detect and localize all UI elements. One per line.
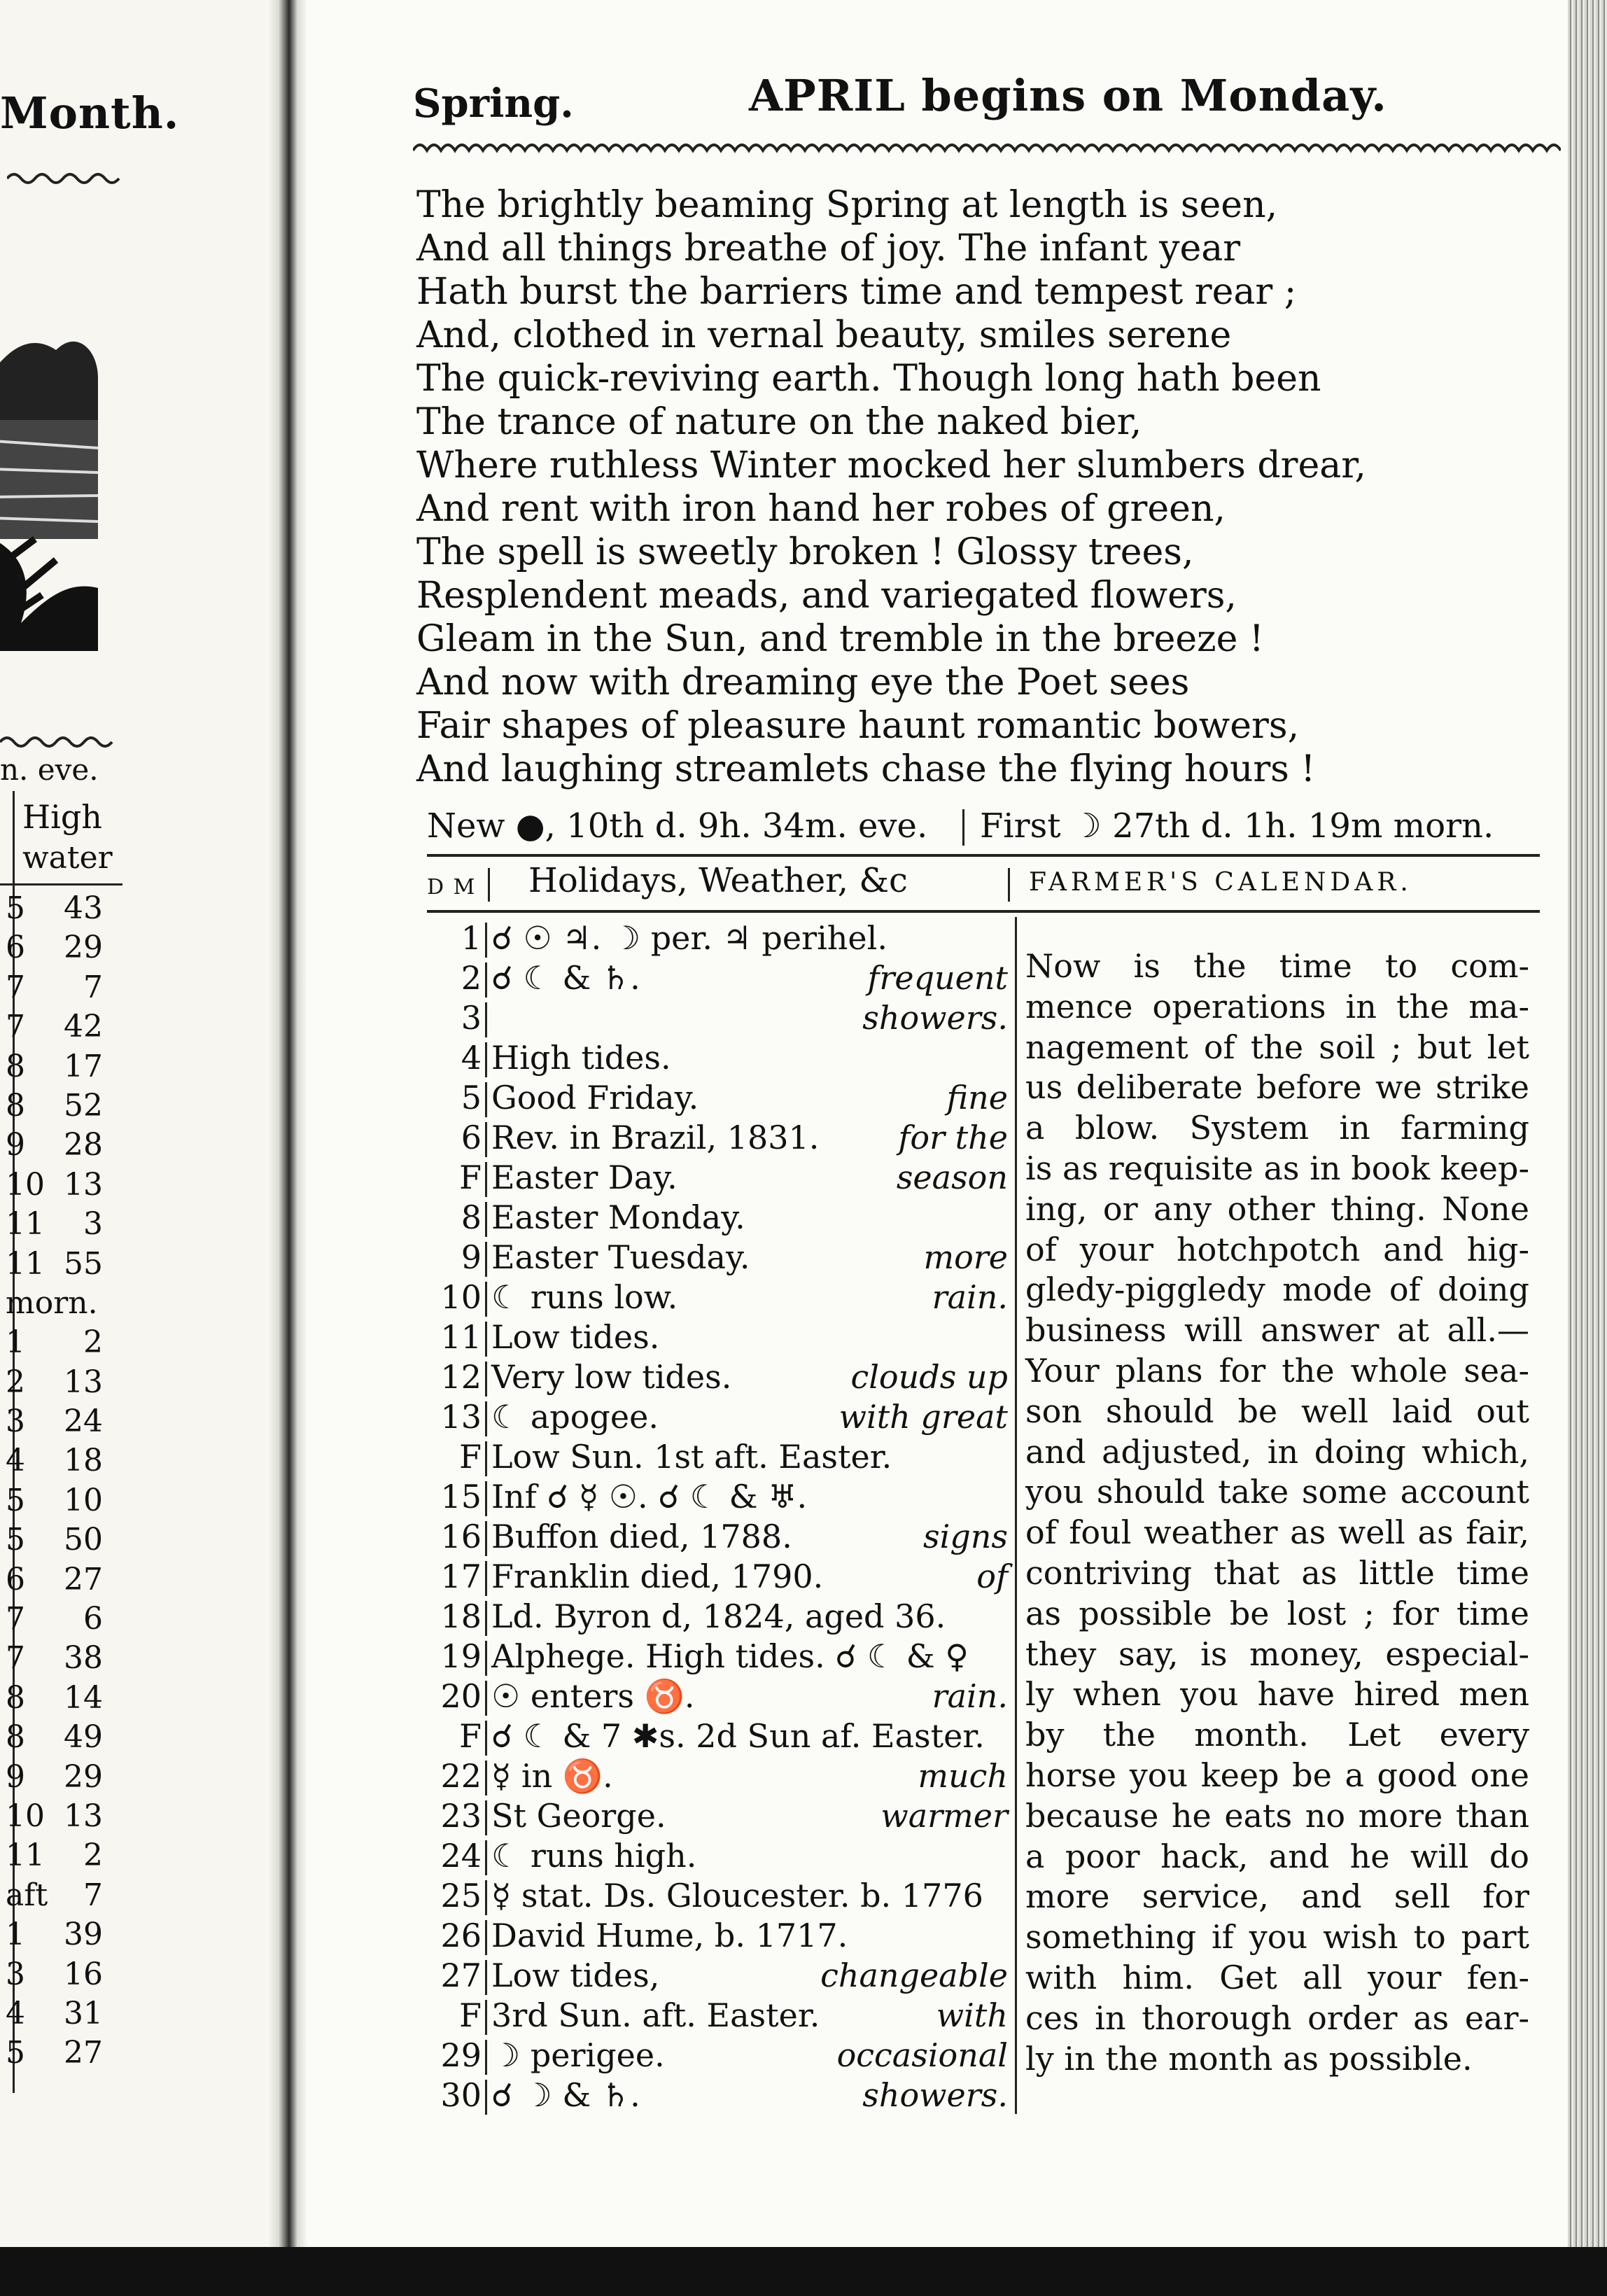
high-water-hour: 11 (6, 1837, 45, 1874)
day-number: 12 (440, 1358, 482, 1396)
high-water-minute: 29 (64, 1758, 103, 1795)
high-water-row (0, 1915, 122, 1954)
day-event: Easter Monday. (491, 1198, 745, 1236)
high-water-minute: 49 (64, 1719, 103, 1756)
day-row (427, 1676, 1015, 1716)
high-water-row (0, 928, 122, 967)
farmers-calendar-line: Now is the time to com- (1025, 947, 1529, 985)
high-water-row (0, 1679, 122, 1718)
day-number: 26 (440, 1917, 482, 1954)
high-water-hour: 7 (6, 1009, 25, 1045)
weather-note: with great (838, 1398, 1008, 1436)
farmers-calendar-line: us deliberate before we strike (1025, 1068, 1529, 1107)
column-rule (485, 1800, 487, 1835)
high-water-row (0, 1481, 122, 1520)
day-event: ☌ ☾ & 7 ✱s. 2d Sun af. Easter. (491, 1717, 985, 1755)
day-event: ☾ runs high. (491, 1837, 697, 1875)
ornament-rule (7, 168, 126, 189)
day-event: Franklin died, 1790. (491, 1558, 824, 1595)
high-water-hour: 4 (6, 1995, 25, 2031)
season-label: Spring. (413, 80, 574, 127)
right-page (308, 0, 1589, 2247)
day-number: 2 (461, 959, 482, 997)
day-row (427, 1158, 1015, 1198)
farmers-calendar-line: ing, or any other thing. None (1025, 1189, 1529, 1228)
column-rule (485, 1282, 487, 1317)
column-rule (485, 2000, 487, 2035)
weather-note: fine (946, 1079, 1008, 1116)
day-number: 10 (440, 1278, 482, 1316)
high-water-row (0, 1363, 122, 1402)
high-water-minute: 3 (83, 1206, 103, 1242)
day-row (427, 1198, 1015, 1238)
page-edges (1568, 0, 1607, 2296)
day-row (427, 1557, 1015, 1597)
woodcut-illustration (0, 329, 105, 651)
day-row (427, 1916, 1015, 1956)
high-water-minute: 31 (64, 1995, 103, 2031)
high-water-row (0, 1086, 122, 1126)
weather-note: rain. (932, 1278, 1008, 1316)
farmers-calendar-line: ces in thorough order as ear- (1025, 1998, 1529, 2037)
high-water-hour: 7 (6, 1640, 25, 1676)
column-rule (488, 868, 490, 902)
day-number: 20 (440, 1677, 482, 1715)
day-event: Easter Tuesday. (491, 1238, 750, 1276)
high-water-row (0, 1402, 122, 1441)
day-event: ☽ perigee. (491, 2036, 665, 2074)
farmers-calendar-line: ly in the month as possible. (1025, 2039, 1473, 2078)
weather-note: clouds up (850, 1358, 1008, 1396)
high-water-minute: 13 (64, 1798, 103, 1834)
day-number: F (459, 1158, 482, 1196)
day-row (427, 1357, 1015, 1397)
day-row (427, 1996, 1015, 2036)
column-rule (1015, 917, 1017, 2114)
day-event: Alphege. High tides. ☌ ☾ & ♀ (491, 1637, 969, 1675)
day-event: ☿ stat. Ds. Gloucester. b. 1776 (491, 1877, 983, 1914)
day-row (427, 1238, 1015, 1278)
ornament-rule (0, 732, 119, 752)
column-rule (485, 1122, 487, 1157)
day-number: 8 (461, 1198, 482, 1236)
column-rule (485, 1641, 487, 1676)
column-rule (485, 962, 487, 997)
day-row (427, 1756, 1015, 1796)
day-number: 23 (440, 1797, 482, 1835)
farmers-calendar-line: because he eats no more than (1025, 1796, 1529, 1835)
column-rule (485, 923, 487, 958)
high-water-hour: 8 (6, 1048, 25, 1084)
day-row (427, 1317, 1015, 1357)
column-rule (485, 1401, 487, 1436)
high-water-minute: 27 (64, 1561, 103, 1597)
day-row (427, 1278, 1015, 1317)
high-water-row (0, 1639, 122, 1678)
day-row (427, 998, 1015, 1038)
farmers-calendar-line: something if you wish to part (1025, 1918, 1529, 1956)
high-water-hour: 5 (6, 1522, 25, 1558)
day-event: High tides. (491, 1039, 671, 1077)
day-row (427, 958, 1015, 998)
day-number: F (459, 1438, 482, 1476)
column-header-holidays: Holidays, Weather, &c (528, 861, 908, 900)
weather-note: changeable (820, 1956, 1008, 1994)
column-rule (485, 1202, 487, 1237)
day-number: 5 (461, 1079, 482, 1116)
column-rule (485, 1042, 487, 1077)
high-water-row (0, 1797, 122, 1836)
high-water-minute: 29 (64, 930, 103, 966)
high-water-row (0, 1994, 122, 2033)
high-water-hour: 7 (6, 969, 25, 1005)
eve-label: n. eve. (0, 752, 99, 787)
poem-line: Gleam in the Sun, and tremble in the breeze ! (416, 618, 1264, 660)
high-water-hour: 5 (6, 2035, 25, 2071)
farmers-calendar-line: business will answer at all.— (1025, 1311, 1529, 1350)
farmers-calendar-line: is as requisite as in book keep- (1025, 1149, 1529, 1187)
day-row (427, 1716, 1015, 1756)
farmers-calendar-line: gledy-piggledy mode of doing (1025, 1270, 1529, 1309)
day-event: Rev. in Brazil, 1831. (491, 1119, 820, 1156)
new-moon-note: New ●, 10th d. 9h. 34m. eve. (427, 806, 928, 846)
high-water-minute: 13 (64, 1166, 103, 1203)
high-water-minute: 2 (83, 1324, 103, 1361)
day-row (427, 1637, 1015, 1676)
high-water-minute: 27 (64, 2035, 103, 2071)
high-water-minute: 38 (64, 1640, 103, 1676)
day-number: 17 (440, 1558, 482, 1595)
high-water-minute: 7 (83, 969, 103, 1005)
farmers-calendar-line: ly when you have hired men (1025, 1675, 1529, 1714)
column-rule (485, 1681, 487, 1716)
high-water-hour: 11 (6, 1206, 45, 1242)
column-rule (485, 1362, 487, 1396)
high-water-hour: 6 (6, 1561, 25, 1597)
weather-note: showers. (862, 999, 1008, 1037)
column-rule (485, 1242, 487, 1277)
day-event: Low Sun. 1st aft. Easter. (491, 1438, 892, 1476)
high-water-minute: 28 (64, 1127, 103, 1163)
day-event: Very low tides. (491, 1358, 732, 1396)
day-row (427, 2076, 1015, 2115)
high-water-hour: 2 (6, 1364, 25, 1400)
high-water-minute: 13 (64, 1364, 103, 1400)
day-row (427, 1796, 1015, 1836)
farmers-calendar-line: Your plans for the whole sea- (1025, 1351, 1529, 1390)
day-event: Easter Day. (491, 1158, 678, 1196)
high-water-hour: 10 (6, 1166, 45, 1203)
high-water-hour: morn. (6, 1284, 98, 1321)
day-event: Low tides, (491, 1956, 660, 1994)
high-water-row (0, 1560, 122, 1600)
high-water-row (0, 1441, 122, 1480)
poem-line: The brightly beaming Spring at length is seen, (416, 184, 1278, 226)
left-page (0, 0, 266, 2261)
poem-line: Where ruthless Winter mocked her slumbers drear, (416, 444, 1366, 486)
high-water-hour: 1 (6, 1324, 25, 1361)
day-number: 13 (440, 1398, 482, 1436)
table-header-rule (427, 910, 1540, 913)
high-water-row (0, 1166, 122, 1205)
column-rule (485, 2040, 487, 2075)
farmers-calendar-line: son should be well laid out (1025, 1392, 1529, 1430)
high-water-hour: 9 (6, 1758, 25, 1795)
high-water-hour: 11 (6, 1245, 45, 1282)
day-number: 9 (461, 1238, 482, 1276)
day-row (427, 1517, 1015, 1557)
farmers-calendar-line: by the month. Let every (1025, 1716, 1529, 1754)
weather-note: warmer (880, 1797, 1008, 1835)
high-water-minute: 18 (64, 1443, 103, 1479)
high-water-header: High (22, 798, 102, 836)
column-header-farmers: FARMER'S CALENDAR. (1029, 868, 1412, 897)
day-table (427, 918, 1015, 2115)
high-water-row (0, 1758, 122, 1797)
column-rule (485, 1002, 487, 1037)
weather-note: more (923, 1238, 1008, 1276)
day-row (427, 1597, 1015, 1637)
farmers-calendar-line: of foul weather as well as fair, (1025, 1513, 1529, 1552)
farmers-calendar-line: a poor hack, and he will do (1025, 1837, 1529, 1875)
day-event: ☉ enters ♉. (491, 1677, 695, 1715)
column-rule (485, 1561, 487, 1596)
header-rule (0, 883, 122, 886)
high-water-row (0, 2033, 122, 2073)
day-number: 11 (440, 1318, 482, 1356)
bottom-edge (0, 2247, 1607, 2296)
day-number: F (459, 1717, 482, 1755)
high-water-row (0, 1007, 122, 1046)
column-rule (485, 1960, 487, 1995)
day-number: 19 (440, 1637, 482, 1675)
high-water-row (0, 1126, 122, 1165)
weather-note: season (896, 1158, 1008, 1196)
high-water-row (0, 1836, 122, 1875)
high-water-minute: 17 (64, 1048, 103, 1084)
day-event: Good Friday. (491, 1079, 699, 1116)
high-water-minute: 39 (64, 1917, 103, 1953)
poem-line: Fair shapes of pleasure haunt romantic bowers, (416, 705, 1300, 747)
high-water-row (0, 1600, 122, 1639)
table-top-rule (427, 854, 1540, 857)
day-event: 3rd Sun. aft. Easter. (491, 1996, 820, 2034)
farmers-calendar-line: more service, and sell for (1025, 1877, 1529, 1916)
column-rule (485, 1162, 487, 1197)
poem-line: The spell is sweetly broken ! Glossy trees, (416, 531, 1194, 573)
weather-note: rain. (932, 1677, 1008, 1715)
column-rule (485, 1840, 487, 1875)
month-title: APRIL begins on Monday. (749, 70, 1387, 121)
poem-line: And all things breathe of joy. The infant year (416, 227, 1241, 270)
high-water-hour: 4 (6, 1443, 25, 1479)
day-number: 15 (440, 1478, 482, 1516)
high-water-hour: 5 (6, 1482, 25, 1518)
poem-line: And rent with iron hand her robes of green, (416, 488, 1226, 530)
column-rule (485, 1082, 487, 1117)
high-water-row (0, 1520, 122, 1560)
day-event: Inf ☌ ☿ ☉. ☌ ☾ & ♅. (491, 1478, 808, 1516)
day-row (427, 2036, 1015, 2076)
farmers-calendar-line: a blow. System in farming (1025, 1109, 1529, 1147)
day-event: St George. (491, 1797, 666, 1835)
day-row (427, 1118, 1015, 1158)
poem (416, 183, 1536, 791)
high-water-minute: 55 (64, 1245, 103, 1282)
day-number: 3 (461, 999, 482, 1037)
day-event: ☌ ☽ & ♄. (491, 2076, 640, 2114)
day-number: 30 (440, 2076, 482, 2114)
high-water-row (0, 968, 122, 1007)
day-event: ☾ runs low. (491, 1278, 678, 1316)
day-event: David Hume, b. 1717. (491, 1917, 848, 1954)
day-number: 4 (461, 1039, 482, 1077)
day-number: 1 (461, 919, 482, 957)
farmers-calendar-line: horse you keep be a good one (1025, 1756, 1529, 1794)
high-water-row (0, 1284, 122, 1323)
high-water-minute: 6 (83, 1601, 103, 1637)
ornament-rule (413, 136, 1561, 164)
day-number: 22 (440, 1757, 482, 1795)
column-rule (485, 2080, 487, 2115)
high-water-minute: 7 (83, 1877, 103, 1913)
poem-line: Hath burst the barriers time and tempest rear ; (416, 271, 1297, 313)
high-water-minute: 2 (83, 1837, 103, 1874)
day-event: ☿ in ♉. (491, 1757, 613, 1795)
high-water-minute: 42 (64, 1009, 103, 1045)
day-event: ☌ ☾ & ♄. (491, 959, 640, 997)
weather-note: showers. (862, 2076, 1008, 2114)
high-water-minute: 50 (64, 1522, 103, 1558)
day-number: 29 (440, 2036, 482, 2074)
day-number: F (459, 1996, 482, 2034)
column-rule (485, 1721, 487, 1756)
high-water-row (0, 1718, 122, 1757)
day-row (427, 1956, 1015, 1996)
poem-line: The trance of nature on the naked bier, (416, 401, 1142, 443)
high-water-table (0, 889, 122, 2073)
column-rule (1008, 868, 1010, 902)
high-water-hour: 3 (6, 1404, 25, 1440)
day-number: 25 (440, 1877, 482, 1914)
day-number: 16 (440, 1518, 482, 1555)
day-row (427, 1477, 1015, 1517)
day-row (427, 1836, 1015, 1876)
day-row (427, 1876, 1015, 1916)
poem-line: And laughing streamlets chase the flying hours ! (416, 748, 1316, 790)
weather-note: much (918, 1757, 1008, 1795)
day-number: 6 (461, 1119, 482, 1156)
first-quarter-note: First ☽ 27th d. 1h. 19m morn. (980, 806, 1494, 846)
high-water-hour: 8 (6, 1087, 25, 1124)
high-water-row (0, 1245, 122, 1284)
day-row (427, 918, 1015, 958)
farmers-calendar-line: with him. Get all your fen- (1025, 1958, 1529, 1996)
farmers-calendar-line: mence operations in the ma- (1025, 987, 1529, 1026)
left-page-title: Month. (0, 88, 180, 139)
day-row (427, 1437, 1015, 1477)
weather-note: of (976, 1558, 1008, 1595)
day-event: Low tides. (491, 1318, 660, 1356)
day-row (427, 1397, 1015, 1437)
high-water-hour: 7 (6, 1601, 25, 1637)
book-gutter (266, 0, 308, 2261)
weather-note: occasional (836, 2036, 1008, 2074)
column-rule (485, 1760, 487, 1795)
column-rule (485, 1880, 487, 1915)
high-water-hour: 10 (6, 1798, 45, 1834)
high-water-row (0, 1323, 122, 1362)
high-water-hour: aft (6, 1877, 48, 1913)
high-water-row (0, 1205, 122, 1244)
high-water-hour: 8 (6, 1719, 25, 1756)
high-water-hour: 5 (6, 890, 25, 926)
poem-line: And, clothed in vernal beauty, smiles serene (416, 314, 1232, 356)
column-header-day: D M (427, 875, 477, 899)
day-row (427, 1078, 1015, 1118)
farmers-calendar-line: they say, is money, especial- (1025, 1634, 1529, 1673)
high-water-row (0, 1876, 122, 1915)
poem-line: Resplendent meads, and variegated flowers, (416, 575, 1237, 617)
weather-note: with (936, 1996, 1008, 2034)
high-water-minute: 14 (64, 1679, 103, 1716)
high-water-minute: 24 (64, 1404, 103, 1440)
column-rule (485, 1322, 487, 1357)
column-rule (485, 1441, 487, 1476)
day-number: 27 (440, 1956, 482, 1994)
farmers-calendar-line: contriving that as little time (1025, 1553, 1529, 1592)
day-event: Ld. Byron d, 1824, aged 36. (491, 1597, 946, 1635)
high-water-row (0, 1047, 122, 1086)
farmers-calendar-line: you should take some account (1025, 1473, 1529, 1511)
farmers-calendar-line: as possible be lost ; for time (1025, 1594, 1529, 1632)
day-number: 18 (440, 1597, 482, 1635)
column-rule (485, 1601, 487, 1636)
high-water-minute: 16 (64, 1956, 103, 1992)
high-water-hour: 8 (6, 1679, 25, 1716)
farmers-calendar-line: of your hotchpotch and hig- (1025, 1230, 1529, 1268)
high-water-minute: 43 (64, 890, 103, 926)
high-water-minute: 52 (64, 1087, 103, 1124)
high-water-row (0, 889, 122, 928)
high-water-hour: 3 (6, 1956, 25, 1992)
high-water-hour: 9 (6, 1127, 25, 1163)
day-event: ☾ apogee. (491, 1398, 659, 1436)
weather-note: signs (923, 1518, 1008, 1555)
day-event: ☌ ☉ ♃. ☽ per. ♃ perihel. (491, 919, 887, 957)
day-row (427, 1038, 1015, 1078)
farmers-calendar-text (1025, 946, 1529, 2079)
column-rule (962, 809, 964, 846)
farmers-calendar-line: nagement of the soil ; but let (1025, 1028, 1529, 1066)
high-water-hour: 6 (6, 930, 25, 966)
high-water-header: water (22, 840, 113, 876)
column-rule (485, 1521, 487, 1556)
poem-line: And now with dreaming eye the Poet sees (416, 662, 1190, 704)
high-water-minute: 10 (64, 1482, 103, 1518)
column-rule (485, 1481, 487, 1516)
column-rule (485, 1920, 487, 1955)
day-event: Buffon died, 1788. (491, 1518, 792, 1555)
farmers-calendar-line: and adjusted, in doing which, (1025, 1432, 1529, 1471)
high-water-hour: 1 (6, 1917, 25, 1953)
weather-note: for the (898, 1119, 1008, 1156)
poem-line: The quick-reviving earth. Though long hath been (416, 358, 1321, 400)
day-number: 24 (440, 1837, 482, 1875)
weather-note: frequent (867, 959, 1008, 997)
high-water-row (0, 1955, 122, 1994)
